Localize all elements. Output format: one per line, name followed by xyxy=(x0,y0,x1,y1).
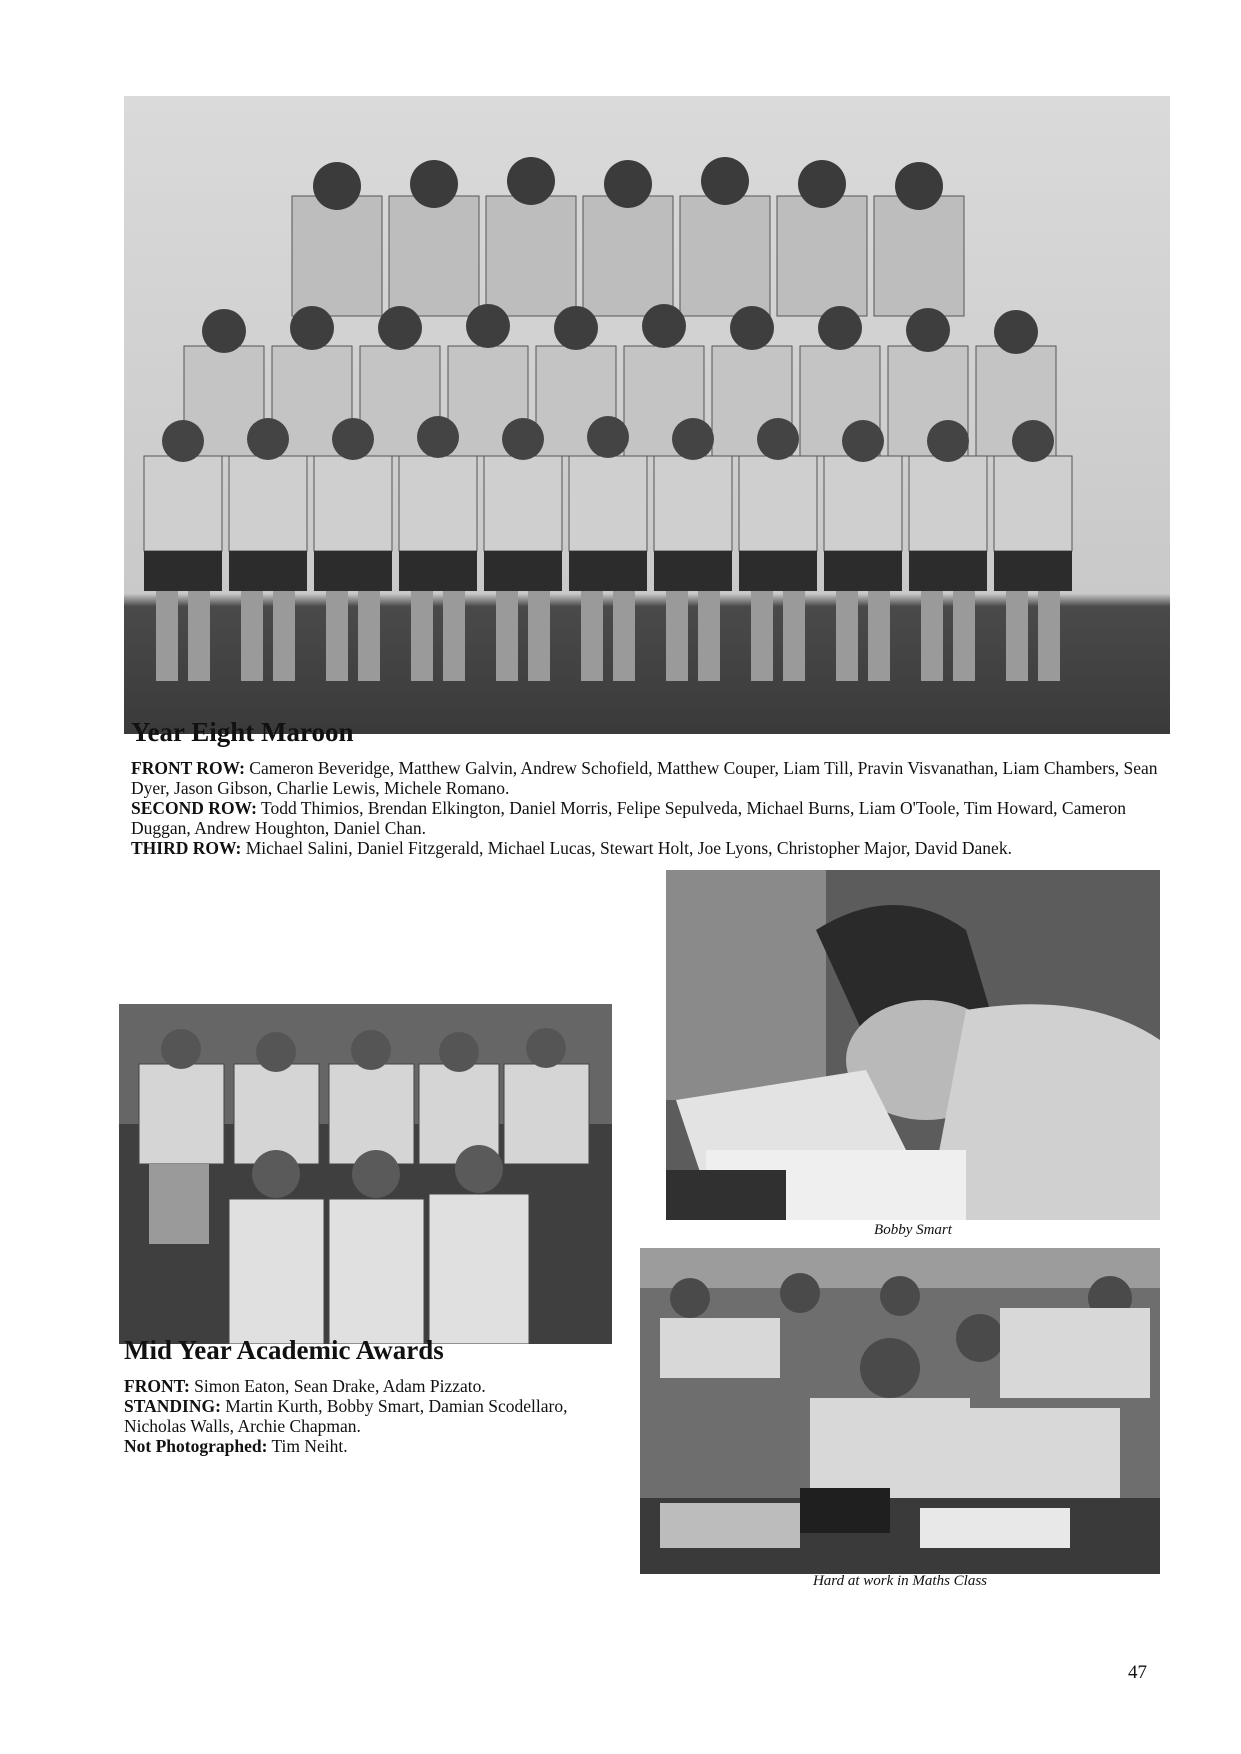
awards-caption xyxy=(124,1376,624,1456)
caption-row-names: Michael Salini, Daniel Fitzgerald, Michael Lucas, Stewart Holt, Joe Lyons, Christopher Major, David Danek. xyxy=(245,838,1012,858)
caption-row-second xyxy=(131,798,1171,838)
caption-row-label: FRONT ROW: xyxy=(131,758,245,778)
caption-row-label: THIRD ROW: xyxy=(131,838,242,858)
caption-row-names: Martin Kurth, Bobby Smart, Damian Scodellaro, Nicholas Walls, Archie Chapman. xyxy=(124,1396,568,1436)
classroom-photo-caption: Hard at work in Maths Class xyxy=(812,1573,988,1589)
classroom-photo-art xyxy=(640,1248,1160,1574)
caption-row-names: Todd Thimios, Brendan Elkington, Daniel Morris, Felipe Sepulveda, Michael Burns, Liam O'Toole, Tim Howard, Cameron Duggan, Andrew Houghton, Daniel Chan. xyxy=(131,798,1127,838)
student-writing-photo xyxy=(666,870,1160,1220)
page-number: 47 xyxy=(1128,1662,1147,1683)
student-writing-photo-art xyxy=(666,870,1160,1220)
caption-row-label: FRONT: xyxy=(124,1376,190,1396)
caption-row-label: SECOND ROW: xyxy=(131,798,257,818)
class-photo-heading: Year Eight Maroon xyxy=(131,717,354,747)
caption-row-names: Cameron Beveridge, Matthew Galvin, Andrew Schofield, Matthew Couper, Liam Till, Pravin Visvanathan, Liam Chambers, Sean Dyer, Jason Gibson, Charlie Lewis, Michele Romano. xyxy=(131,758,1158,798)
caption-row-names: Simon Eaton, Sean Drake, Adam Pizzato. xyxy=(194,1376,486,1396)
class-group-photo xyxy=(124,96,1170,734)
caption-row-front xyxy=(124,1376,624,1396)
caption-row-third xyxy=(131,838,1171,858)
caption-row-front xyxy=(131,758,1171,798)
caption-row-not-photographed xyxy=(124,1436,624,1456)
awards-group-photo-art xyxy=(119,1004,612,1344)
class-group-photo-art xyxy=(124,96,1170,734)
classroom-photo xyxy=(640,1248,1160,1574)
awards-heading: Mid Year Academic Awards xyxy=(124,1335,444,1365)
class-photo-caption xyxy=(131,758,1171,858)
caption-row-names: Tim Neiht. xyxy=(271,1436,348,1456)
caption-row-label: Not Photographed: xyxy=(124,1436,268,1456)
caption-row-standing xyxy=(124,1396,624,1436)
caption-row-label: STANDING: xyxy=(124,1396,221,1416)
awards-group-photo xyxy=(119,1004,612,1344)
student-photo-caption: Bobby Smart xyxy=(874,1222,952,1238)
